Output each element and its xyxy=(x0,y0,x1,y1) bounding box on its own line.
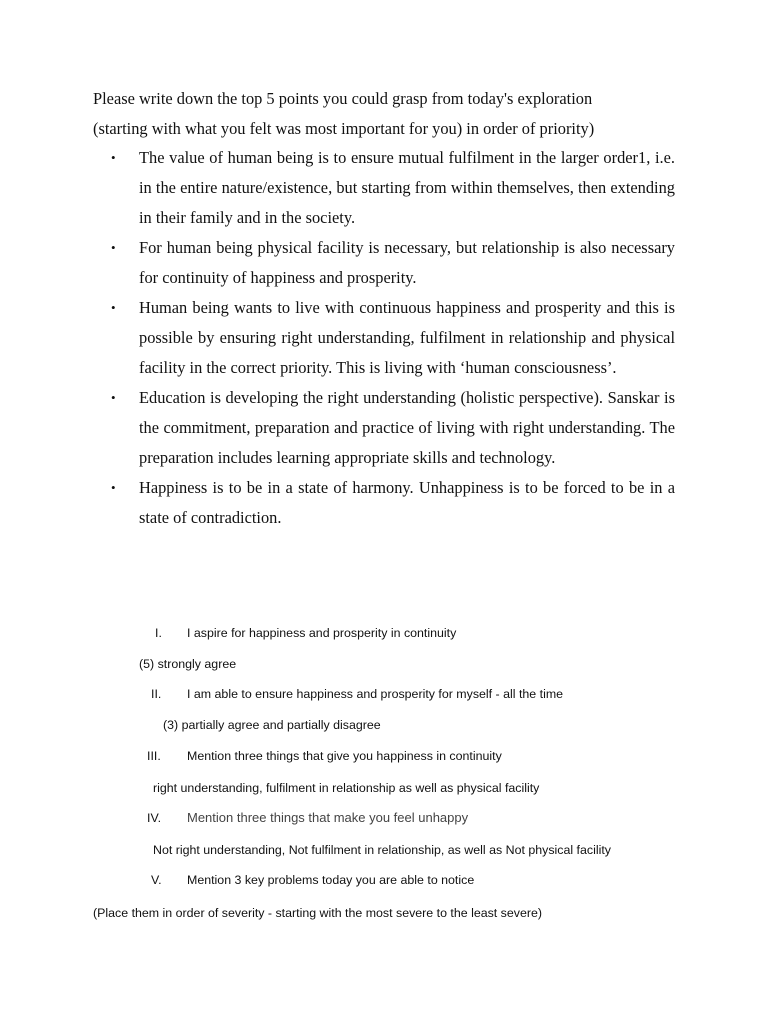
answer-1: (5) strongly agree xyxy=(139,657,237,671)
key-points-list xyxy=(93,143,675,533)
answer-4: Not right understanding, Not fulfilment in relationship, as well as Not physical facility xyxy=(153,843,611,857)
intro-line-2: (starting with what you felt was most important for you) in order of priority) xyxy=(93,119,595,138)
bullet-icon: • xyxy=(111,480,116,495)
question-5 xyxy=(151,872,474,888)
bullet-icon: • xyxy=(111,390,116,405)
question-text: I aspire for happiness and prosperity in continuity xyxy=(187,626,457,640)
question-1 xyxy=(155,625,456,641)
bullet-icon: • xyxy=(111,240,116,255)
bullet-icon: • xyxy=(111,150,116,165)
key-point-text: The value of human being is to ensure mutual fulfilment in the larger order1, i.e. in the entire nature/existence, but starting from within themselves, then extending in their family and in the society. xyxy=(139,148,675,227)
key-point xyxy=(93,233,675,293)
key-point xyxy=(93,293,675,383)
question-text: Mention three things that make you feel unhappy xyxy=(187,810,469,825)
key-point xyxy=(93,143,675,233)
intro-paragraph xyxy=(93,84,683,144)
answer-3: right understanding, fulfilment in relationship as well as physical facility xyxy=(153,781,540,795)
question-number: I. xyxy=(155,626,162,640)
answer-2: (3) partially agree and partially disagree xyxy=(163,718,381,732)
key-point-text: Education is developing the right understanding (holistic perspective). Sanskar is the commitment, preparation and practice of living with right understanding. The preparation includes learning appropriate skills and technology. xyxy=(139,388,675,467)
key-point-text: For human being physical facility is necessary, but relationship is also necessary for continuity of happiness and prosperity. xyxy=(139,238,675,287)
bullet-icon: • xyxy=(111,300,116,315)
key-point-text: Human being wants to live with continuous happiness and prosperity and this is possible by ensuring right understanding, fulfilment in relationship and physical facility in the correct priority. This is living with ‘human consciousness’. xyxy=(139,298,675,377)
key-point xyxy=(93,473,675,533)
key-point-text: Happiness is to be in a state of harmony. Unhappiness is to be forced to be in a state of contradiction. xyxy=(139,478,675,527)
question-number: IV. xyxy=(147,811,162,825)
question-number: III. xyxy=(147,749,161,763)
intro-line-1: Please write down the top 5 points you could grasp from today's exploration xyxy=(93,89,593,108)
question-text: I am able to ensure happiness and prosperity for myself - all the time xyxy=(187,687,564,701)
question-number: II. xyxy=(151,687,162,701)
question-2 xyxy=(151,686,563,702)
question-text: Mention three things that give you happiness in continuity xyxy=(187,749,502,763)
question-text: Mention 3 key problems today you are able to notice xyxy=(187,873,475,887)
answer-5: (Place them in order of severity - starting with the most severe to the least severe) xyxy=(93,906,543,920)
question-number: V. xyxy=(151,873,162,887)
question-4 xyxy=(147,810,468,826)
question-3 xyxy=(147,748,502,764)
key-point xyxy=(93,383,675,473)
